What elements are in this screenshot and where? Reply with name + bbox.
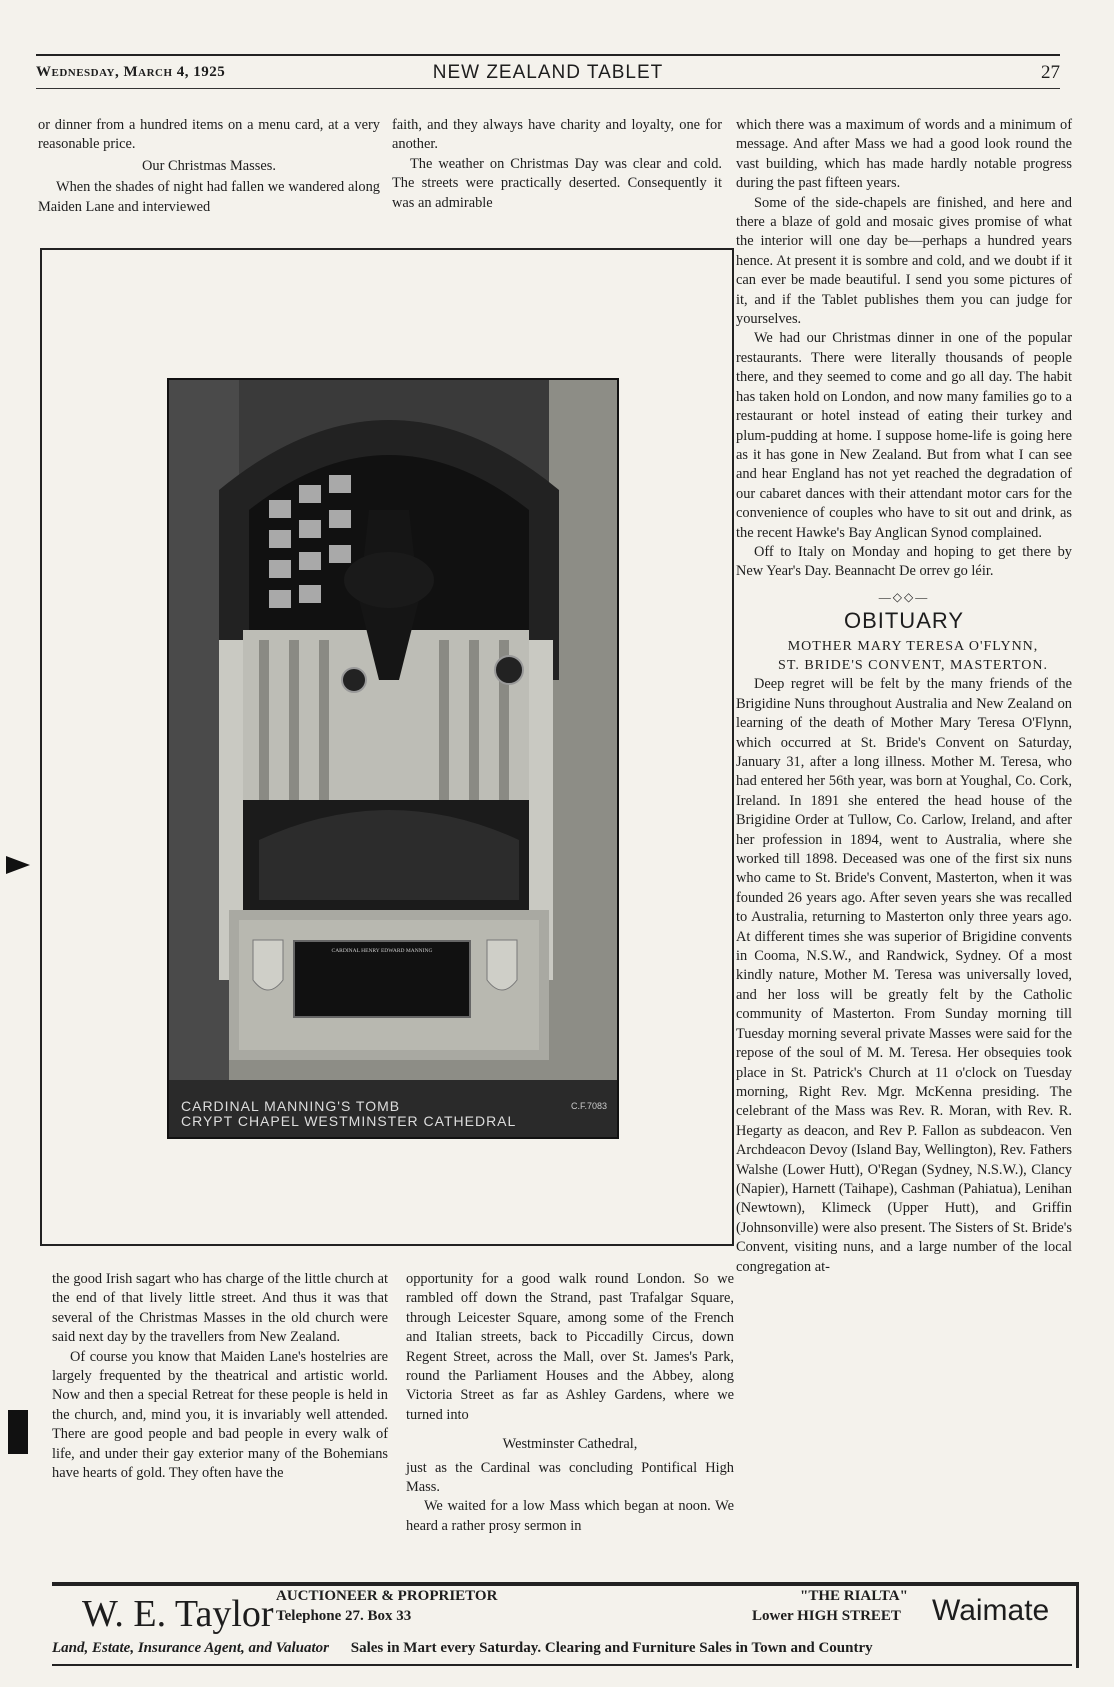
column-3	[736, 116, 1072, 1277]
paragraph: which there was a maximum of words and a minimum of message. And after Mass we had a good look round the vast building, which has made hardly notable progress during the past fifteen years.	[736, 117, 1072, 192]
advertiser-sales: Sales in Mart every Saturday. Clearing and Furniture Sales in Town and Country	[350, 1640, 873, 1656]
caption-line-1: CARDINAL MANNING'S TOMB	[181, 1098, 401, 1114]
tomb-illustration	[169, 380, 617, 1137]
advertiser-street: Lower HIGH STREET	[752, 1608, 901, 1624]
photo-caption	[181, 1099, 516, 1129]
advertiser-services: Land, Estate, Insurance Agent, and Valuator	[52, 1640, 330, 1656]
paragraph: the good Irish sagart who has charge of the little church at the end of that lively little street. And thus it was that several of the Christmas Masses in the old church were said next day by the travellers from New Zealand.	[52, 1271, 388, 1346]
obituary-subheading: MOTHER MARY TERESA O'FLYNN,	[787, 638, 1039, 654]
advertiser-services-line	[52, 1640, 1072, 1657]
paragraph: Off to Italy on Monday and hoping to get there by New Year's Day. Beannacht De orrev go léir.	[736, 543, 1072, 580]
scan-mark	[6, 856, 30, 874]
paragraph: When the shades of night had fallen we wandered along Maiden Lane and interviewed	[38, 179, 380, 215]
issue-date: Wednesday, March 4, 1925	[36, 64, 226, 80]
advertiser-town: Waimate	[932, 1594, 1050, 1627]
page-number: 27	[1041, 62, 1060, 83]
paragraph: We waited for a low Mass which began at noon. We heard a rather prosy sermon in	[406, 1498, 734, 1534]
advertiser-role: AUCTIONEER & PROPRIETOR	[276, 1588, 498, 1604]
column-1-bottom	[52, 1270, 388, 1483]
masthead	[36, 58, 1060, 88]
section-divider: —◇◇—	[878, 589, 930, 604]
advertiser-name: W. E. Taylor	[82, 1593, 274, 1635]
subheading: Our Christmas Masses.	[142, 157, 276, 174]
obituary-subheading: ST. BRIDE'S CONVENT, MASTERTON.	[778, 657, 1048, 673]
subheading: Westminster Cathedral,	[502, 1436, 638, 1453]
obituary-body: Deep regret will be felt by the many friends of the Brigidine Nuns throughout Australia and New Zealand on learning of the death of Mother Mary Teresa O'Flynn, which occurred at St. Bride's Convent on Saturday, January 31, after a long illness. Mother M. Teresa, who had entered her 56th year, was born at Youghal, Co. Cork, Ireland. In 1891 she entered the head house of the Brigidine Order at Tullow, Co. Carlow, Ireland, and after her profession in 1894, went to Australia, where she worked till 1898. Deceased was one of the first six nuns who came to St. Bride's Convent, Masterton, when it was founded 26 years ago. After seven years she was recalled to Australia, returning to Masterton only three years ago. At different times she was superior of Brigidine convents in Cooma, N.S.W., and Randwick, Sydney. Of a most kindly nature, Mother M. Teresa was universally loved, and her loss will be greatly felt by the Catholic community of Masterton. From Sunday morning till Tuesday morning several private Masses were said for the repose of the soul of M. M. Teresa. Her obsequies took place in St. Patrick's Church at 11 o'clock on Tuesday morning, Right Rev. Mgr. McKenna presiding. The celebrant of the Mass was Rev. R. Moran, with Rev. R. Hegarty as deacon, and Rev P. Fallon as subdeacon. Ven Archdeacon Devoy (Island Bay, Wellington), Rev. Fathers Walshe (Lower Hutt), O'Regan (Sydney, N.S.W.), Clancy (Napier), Harnett (Taihape), Cashman (Pahiatua), Lenihan (Newtown), Klimeck (Upper Hutt), and Griffin (Johnsonville) were also present. The Sisters of St. Bride's Convent, visiting nuns, and a large number of the local congregation at-	[736, 676, 1072, 1275]
paragraph: Of course you know that Maiden Lane's hostelries are largely frequented by the theatrical and artistic world. Now and then a special Retreat for these people is held in the church, and, mind you, it is invariably well attended. There are good people and bad people in every walk of life, and under their gay exterior many of the Bohemians have hearts of gold. They often have the	[52, 1348, 388, 1482]
column-1-top	[38, 116, 380, 217]
advert-bottom-rule	[52, 1664, 1072, 1666]
caption-line-2: CRYPT CHAPEL WESTMINSTER CATHEDRAL	[181, 1113, 517, 1129]
column-2-top	[392, 116, 722, 213]
paragraph: faith, and they always have charity and loyalty, one for another.	[392, 117, 722, 153]
photo-credit: C.F.7083	[570, 1101, 607, 1111]
newspaper-title: NEW ZEALAND TABLET	[432, 62, 664, 83]
masthead-rule	[36, 88, 1060, 89]
paragraph: Some of the side-chapels are finished, and here and there a blaze of gold and mosaic gives promise of what the interior will one day be—perhaps a hundred years hence. At present it is sombre and cold, and we doubt if it can ever be made beautiful. I send you some pictures of it, and if the Tablet publishes them you can judge for yourselves.	[736, 194, 1072, 328]
tomb-plaque	[293, 940, 471, 1018]
tomb-photograph	[167, 378, 619, 1139]
paragraph: We had our Christmas dinner in one of the popular restaurants. There were literally thousands of people there, and they seemed to come and go all day. The habit has taken hold on London, and now many families go to a restaurant or hotel instead of eating their turkey and plum-pudding at home. I suppose home-life is going here as it has gone in New Zealand. But from what I can see and hear England has not yet reached the degradation of our cabaret dances with their attendant motor cars for the convenience of couples who have to sit out and drink, as the recent Hawke's Bay Anglican Synod complained.	[736, 330, 1072, 541]
paragraph: The weather on Christmas Day was clear and cold. The streets were practically deserted. Consequently it was an admirable	[392, 155, 722, 211]
plaque-text: CARDINAL HENRY EDWARD MANNING	[331, 948, 433, 954]
advertiser-telephone: Telephone 27. Box 33	[276, 1608, 412, 1624]
paragraph: or dinner from a hundred items on a menu card, at a very reasonable price.	[38, 117, 380, 153]
advertiser-building: "THE RIALTA"	[800, 1588, 908, 1604]
scan-mark	[8, 1410, 28, 1454]
paragraph: just as the Cardinal was concluding Pontifical High Mass.	[406, 1459, 734, 1496]
column-2-bottom	[406, 1270, 734, 1536]
top-rule	[36, 54, 1060, 56]
advertisement	[52, 1582, 1079, 1668]
paragraph: opportunity for a good walk round London. So we rambled off down the Strand, past Trafalgar Square, through Leicester Square, among some of the French and Italian streets, back to Piccadilly Circus, down Regent Street, across the Mall, over St. James's Park, round the Parliament Houses and the Abbey, along Victoria Street as far as Ashley Gardens, where we turned into	[406, 1271, 734, 1423]
obituary-heading: OBITUARY	[843, 608, 965, 634]
